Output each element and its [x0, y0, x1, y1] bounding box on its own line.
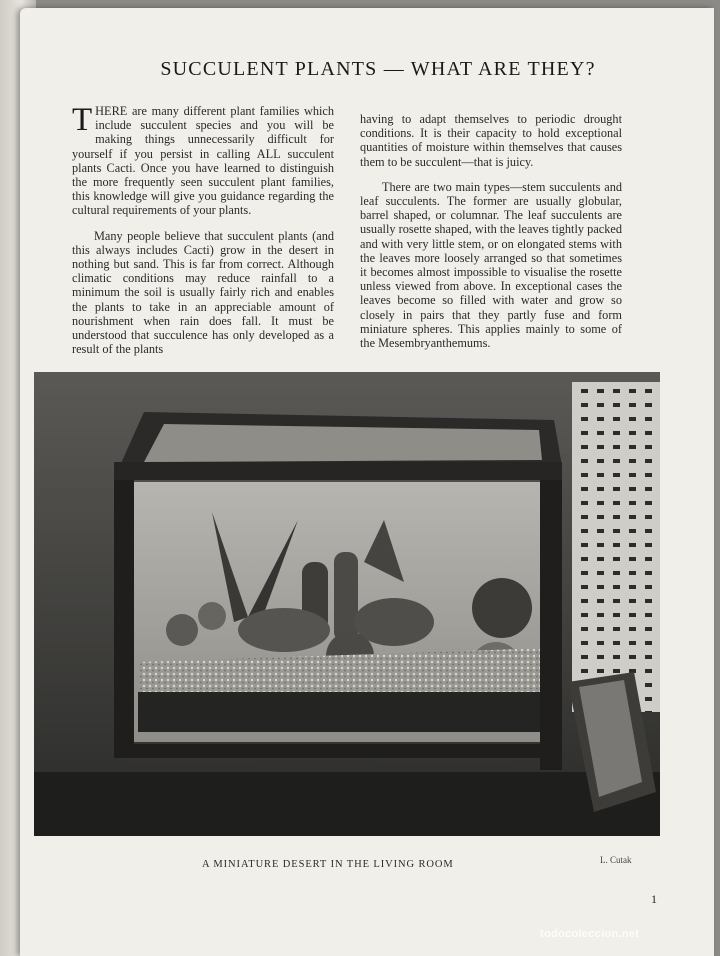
page-mark: 1	[651, 892, 657, 906]
photo-credit: L. Cutak	[600, 855, 632, 865]
terrarium-photo	[34, 372, 660, 836]
article-title: SUCCULENT PLANTS — WHAT ARE THEY?	[160, 58, 596, 80]
left-column	[72, 104, 334, 367]
drop-cap: T	[72, 102, 93, 138]
right-paragraph-1: having to adapt themselves to periodic drought conditions. It is their capacity to hold exceptional quantities of moisture within themselves that causes them to be succulent—that is juicy.	[360, 112, 622, 169]
photo-caption: A MINIATURE DESERT IN THE LIVING ROOM	[202, 859, 454, 870]
left-paragraph-1	[72, 104, 334, 218]
terrarium-illustration	[34, 372, 660, 836]
magazine-page	[20, 8, 714, 956]
left-paragraph-2: Many people believe that succulent plants (and this always includes Cacti) grow in the desert in nothing but sand. This is far from correct. Although climatic conditions may reduce rainfall to a minimum the soil is usually fairly rich and enables the plants to take in an appreciable amount of nourishment when rain does fall. It must be understood that succulence has only developed as a result of the plants	[72, 228, 334, 357]
right-column	[360, 112, 622, 361]
right-paragraph-2: There are two main types—stem succulents and leaf succulents. The former are usually globular, barrel shaped, or columnar. The leaf succulents are usually rosette shaped, with the leaves tightly packed and with very little stem, or on elongated stems with the leaves more loosely arranged so that sometimes it becomes almost impossible to visualise the rosette unless viewed from above. In exceptional cases the leaves become so filled with water and grow so closely in pairs that they partly fuse and form miniature spheres. This applies mainly to some of the Mesembryanthemums.	[360, 179, 622, 351]
watermark-text: todocoleccion.net	[540, 928, 640, 940]
left-paragraph-1-text: HERE are many different plant families which include succulent species and you will be making things unnecessarily difficult for yourself if you persist in calling ALL succulent plants Cacti. Once you have learned to distinguish the more frequently seen succulent plant families, this knowledge will give you guidance regarding the cultural requirements of your plants.	[72, 104, 334, 218]
